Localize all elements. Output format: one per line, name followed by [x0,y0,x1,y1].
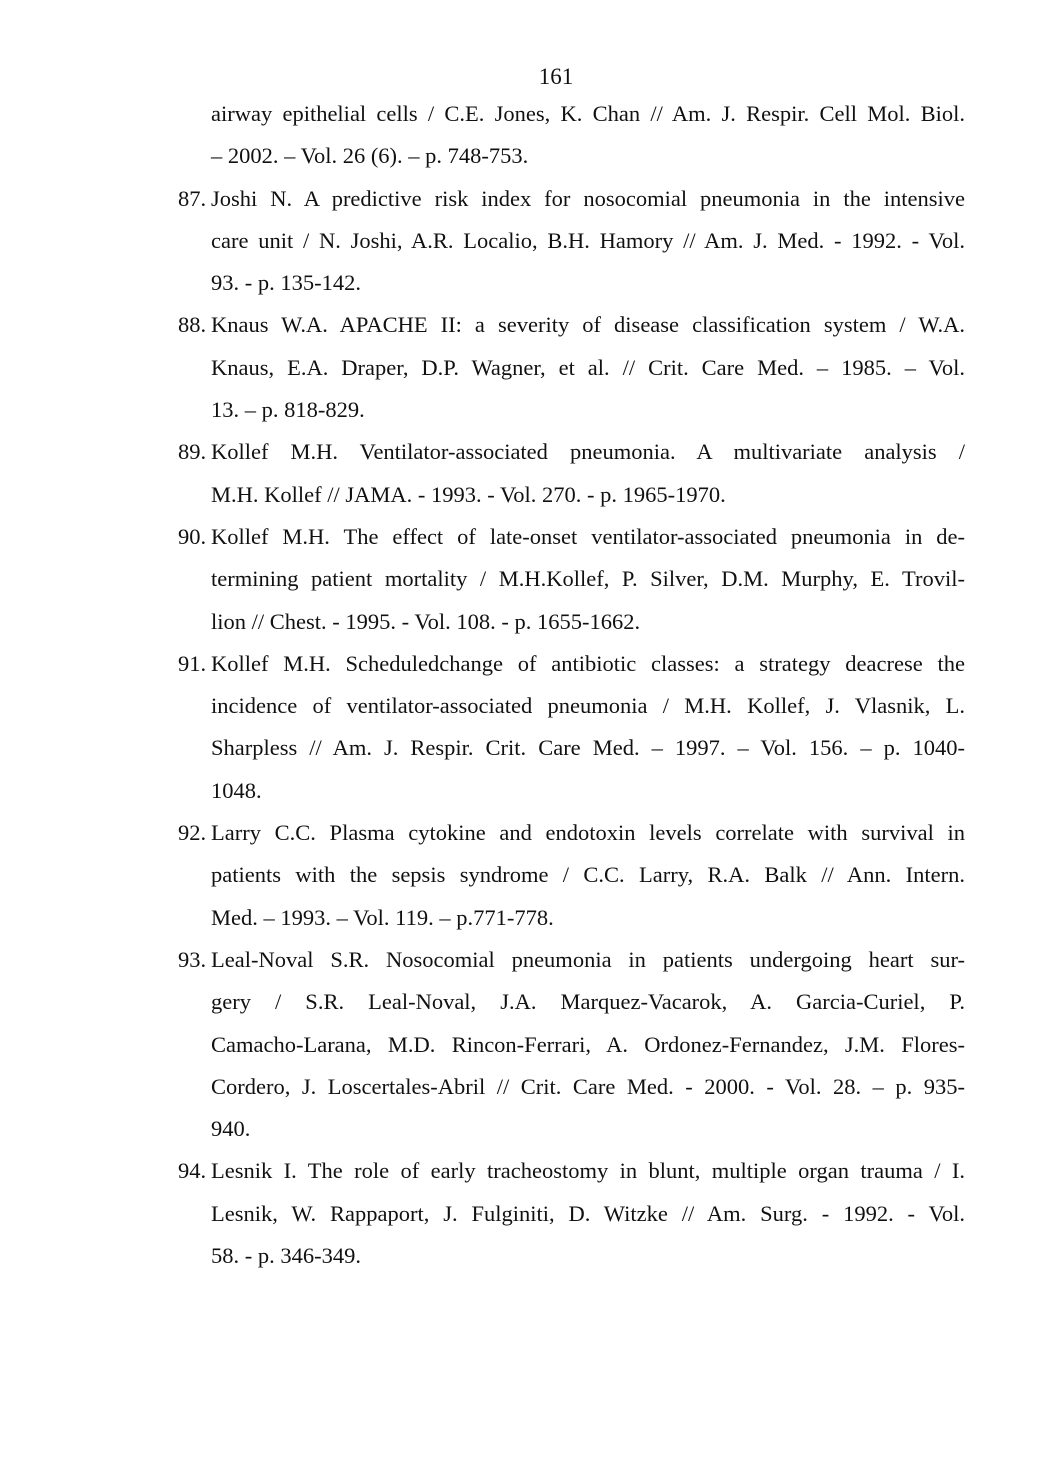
reference-line: Knaus, E.A. Draper, D.P. Wagner, et al. // Crit. Care Med. – 1985. – Vol. [211,354,965,380]
reference-line: Med. – 1993. – Vol. 119. – p.771-778. [211,904,554,930]
reference-line: Kollef M.H. Ventilator-associated pneumonia. A multivariate analysis / [211,439,965,465]
reference-line: 93. - p. 135-142. [211,270,361,296]
reference-number: 94. [178,1158,207,1184]
reference-line: Larry C.C. Plasma cytokine and endotoxin levels correlate with survival in [211,820,965,846]
reference-number: 93. [178,946,207,972]
reference-line: 58. - p. 346-349. [211,1243,361,1269]
reference-line: Joshi N. A predictive risk index for nosocomial pneumonia in the intensive [211,185,965,211]
reference-number: 91. [178,650,207,676]
reference-item [178,178,965,305]
page-number: 161 [538,64,574,89]
reference-item [178,304,965,431]
reference-line: Kollef M.H. The effect of late-onset ventilator-associated pneumonia in de- [211,523,965,549]
reference-number: 92. [178,820,207,846]
reference-line: airway epithelial cells / C.E. Jones, K. Chan // Am. J. Respir. Cell Mol. Biol. [211,101,965,126]
reference-number: 90. [178,523,207,549]
reference-item [178,431,965,516]
reference-line: incidence of ventilator-associated pneumonia / M.H. Kollef, J. Vlasnik, L. [211,693,965,719]
reference-item [178,1150,965,1277]
reference-item [211,93,965,178]
reference-number: 87. [178,185,207,211]
reference-line: care unit / N. Joshi, A.R. Localio, B.H. Hamory // Am. J. Med. - 1992. - Vol. [211,227,965,253]
reference-line: Kollef M.H. Scheduledchange of antibiotic classes: a strategy deacrese the [211,650,965,676]
reference-line: Knaus W.A. APACHE II: a severity of disease classification system / W.A. [211,312,965,338]
reference-line: Camacho-Larana, M.D. Rincon-Ferrari, A. Ordonez-Fernandez, J.M. Flores- [211,1031,965,1057]
reference-line: M.H. Kollef // JAMA. - 1993. - Vol. 270. - p. 1965-1970. [211,481,726,507]
reference-line: 13. – p. 818-829. [211,397,365,423]
reference-line: Sharpless // Am. J. Respir. Crit. Care Med. – 1997. – Vol. 156. – p. 1040- [211,735,965,761]
reference-line: – 2002. – Vol. 26 (6). – p. 748-753. [211,143,529,169]
reference-item [178,516,965,643]
reference-line: termining patient mortality / M.H.Kollef, P. Silver, D.M. Murphy, E. Trovil- [211,566,965,592]
reference-line: Lesnik, W. Rappaport, J. Fulginiti, D. Witzke // Am. Surg. - 1992. - Vol. [211,1200,965,1226]
reference-list [178,93,965,1277]
reference-item [178,812,965,939]
reference-number: 89. [178,439,207,465]
reference-line: gery / S.R. Leal-Noval, J.A. Marquez-Vacarok, A. Garcia-Curiel, P. [211,989,965,1015]
reference-line: Lesnik I. The role of early tracheostomy in blunt, multiple organ trauma / I. [211,1158,965,1184]
reference-number: 88. [178,312,207,338]
reference-item [178,939,965,1150]
reference-item [178,643,965,812]
reference-line: lion // Chest. - 1995. - Vol. 108. - p. 1655-1662. [211,608,641,634]
reference-line: Cordero, J. Loscertales-Abril // Crit. Care Med. - 2000. - Vol. 28. – p. 935- [211,1073,965,1099]
reference-line: 940. [211,1116,251,1142]
reference-line: Leal-Noval S.R. Nosocomial pneumonia in patients undergoing heart sur- [211,946,965,972]
reference-line: patients with the sepsis syndrome / C.C. Larry, R.A. Balk // Ann. Intern. [211,862,965,888]
reference-line: 1048. [211,777,262,803]
